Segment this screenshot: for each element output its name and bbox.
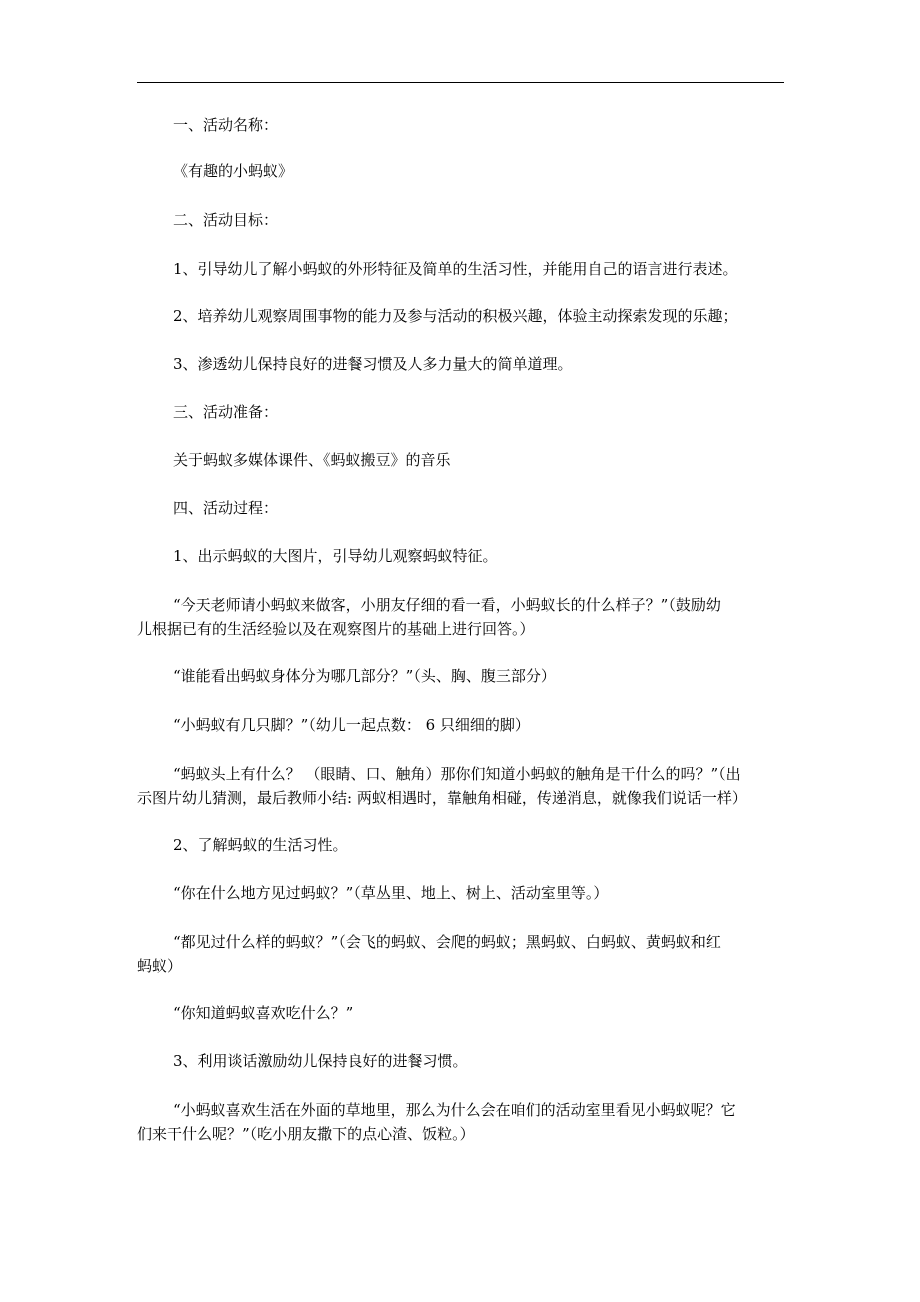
goal-item-2: 2、培养幼儿观察周围事物的能力及参与活动的积极兴趣，体验主动探索发现的乐趣； — [173, 307, 738, 325]
dialogue-paragraph: “小蚂蚁喜欢生活在外面的草地里，那么为什么会在咱们的活动室里看见小蚂蚁呢？它 们来干什么呢？”（吃小朋友撒下的点心渣、饭粒。） — [137, 1101, 736, 1143]
dialogue-paragraph: “你知道蚂蚁喜欢吃什么？” — [173, 1004, 354, 1022]
process-step-1: 1、出示蚂蚁的大图片，引导幼儿观察蚂蚁特征。 — [173, 547, 498, 565]
process-step-3: 3、利用谈话激励幼儿保持良好的进餐习惯。 — [173, 1052, 468, 1070]
section-heading-prep: 三、活动准备： — [173, 403, 279, 421]
dialogue-paragraph: “蚂蚁头上有什么？ （眼睛、口、触角）那你们知道小蚂蚁的触角是干什么的吗？”（出 示图片幼儿猜测，最后教师小结: 两蚁相遇时，靠触角相碰，传递消息，就像我们说话一样） — [137, 765, 747, 807]
goal-item-3: 3、渗透幼儿保持良好的进餐习惯及人多力量大的简单道理。 — [173, 355, 573, 373]
section-heading-name: 一、活动名称： — [173, 116, 279, 134]
prep-text: 关于蚂蚁多媒体课件、《蚂蚁搬豆》的音乐 — [173, 451, 451, 469]
dialogue-paragraph: “小蚂蚁有几只脚？”（幼儿一起点数： 6 只细细的脚） — [173, 716, 530, 734]
dialogue-paragraph: “都见过什么样的蚂蚁？”（会飞的蚂蚁、会爬的蚂蚁；黑蚂蚁、白蚂蚁、黄蚂蚁和红 蚂蚁） — [137, 933, 721, 975]
dialogue-paragraph: “你在什么地方见过蚂蚁？”（草丛里、地上、树上、活动室里等。） — [173, 884, 609, 902]
process-step-2: 2、了解蚂蚁的生活习性。 — [173, 836, 348, 854]
header-rule — [137, 82, 784, 83]
section-heading-goals: 二、活动目标： — [173, 211, 279, 229]
dialogue-paragraph: “谁能看出蚂蚁身体分为哪几部分？”（头、胸、腹三部分） — [173, 667, 556, 685]
activity-title: 《有趣的小蚂蚁》 — [173, 162, 294, 180]
section-heading-process: 四、活动过程： — [173, 499, 279, 517]
dialogue-paragraph: “今天老师请小蚂蚁来做客，小朋友仔细的看一看，小蚂蚁长的什么样子？”（鼓励幼 儿根据已有的生活经验以及在观察图片的基础上进行回答。） — [137, 596, 721, 638]
goal-item-1: 1、引导幼儿了解小蚂蚁的外形特征及简单的生活习性，并能用自己的语言进行表述。 — [173, 260, 738, 278]
